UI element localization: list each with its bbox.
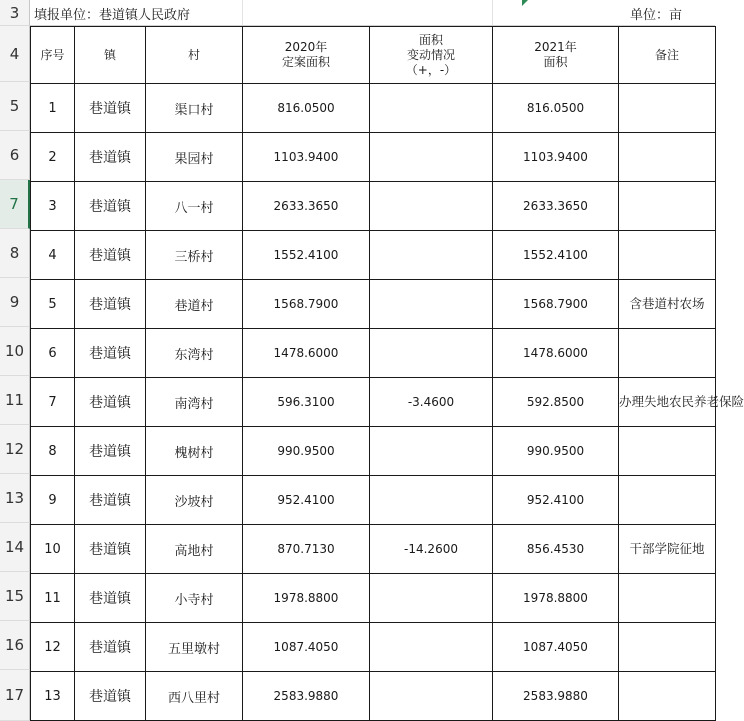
- cell-change[interactable]: [370, 280, 493, 329]
- row-header-10[interactable]: 10: [0, 327, 30, 376]
- cell-note[interactable]: [619, 231, 716, 280]
- col-header-area2021[interactable]: 2021年 面积: [493, 27, 619, 84]
- row-header-12[interactable]: 12: [0, 425, 30, 474]
- cell-comment-indicator: [522, 0, 528, 6]
- cell-change[interactable]: [370, 672, 493, 721]
- row-header-5[interactable]: 5: [0, 82, 30, 131]
- cell-area2020[interactable]: 1103.9400: [243, 133, 370, 182]
- cell-seq[interactable]: 7: [31, 378, 75, 427]
- cell-area2020[interactable]: 1087.4050: [243, 623, 370, 672]
- row-header-3[interactable]: 3: [0, 0, 30, 26]
- gridline: [242, 0, 243, 25]
- filler-unit-label[interactable]: 填报单位：巷道镇人民政府: [34, 8, 191, 23]
- cell-area2020[interactable]: 1478.6000: [243, 329, 370, 378]
- table-header-row: [31, 27, 716, 84]
- cell-town[interactable]: 巷道镇: [75, 574, 146, 623]
- cell-town[interactable]: 巷道镇: [75, 133, 146, 182]
- cell-area2021[interactable]: 1552.4100: [493, 231, 619, 280]
- table-row: [31, 623, 716, 672]
- table-row: [31, 525, 716, 574]
- row-header-16[interactable]: 16: [0, 621, 30, 670]
- cell-note[interactable]: [619, 476, 716, 525]
- cell-change[interactable]: [370, 427, 493, 476]
- cell-town[interactable]: 巷道镇: [75, 378, 146, 427]
- col-header-note[interactable]: 备注: [619, 27, 716, 84]
- cell-area2020[interactable]: 870.7130: [243, 525, 370, 574]
- cell-area2021[interactable]: 952.4100: [493, 476, 619, 525]
- table-row: [31, 182, 716, 231]
- cell-note[interactable]: 含巷道村农场: [619, 280, 716, 329]
- cell-note[interactable]: 干部学院征地: [619, 525, 716, 574]
- table-row: [31, 427, 716, 476]
- cell-area2021[interactable]: 592.8500: [493, 378, 619, 427]
- cell-seq[interactable]: 12: [31, 623, 75, 672]
- cell-area2021[interactable]: 2633.3650: [493, 182, 619, 231]
- cell-town[interactable]: 巷道镇: [75, 182, 146, 231]
- cell-village[interactable]: 小寺村: [146, 574, 243, 623]
- cell-town[interactable]: 巷道镇: [75, 476, 146, 525]
- cell-village[interactable]: 三桥村: [146, 231, 243, 280]
- cell-area2021[interactable]: 2583.9880: [493, 672, 619, 721]
- cell-seq[interactable]: 3: [31, 182, 75, 231]
- cell-change[interactable]: [370, 574, 493, 623]
- table-row: [31, 231, 716, 280]
- row-header-14[interactable]: 14: [0, 523, 30, 572]
- cell-area2020[interactable]: 596.3100: [243, 378, 370, 427]
- cell-village[interactable]: 沙坡村: [146, 476, 243, 525]
- cell-note[interactable]: [619, 84, 716, 133]
- cell-area2021[interactable]: 1478.6000: [493, 329, 619, 378]
- cell-note[interactable]: [619, 427, 716, 476]
- cell-change[interactable]: [370, 84, 493, 133]
- cell-area2020[interactable]: 1568.7900: [243, 280, 370, 329]
- cell-area2021[interactable]: 816.0500: [493, 84, 619, 133]
- cell-village[interactable]: 八一村: [146, 182, 243, 231]
- col-header-area2020[interactable]: 2020年 定案面积: [243, 27, 370, 84]
- cell-village[interactable]: 五里墩村: [146, 623, 243, 672]
- cell-village[interactable]: 渠口村: [146, 84, 243, 133]
- table-row: [31, 574, 716, 623]
- cell-note[interactable]: [619, 574, 716, 623]
- cell-area2021[interactable]: 1087.4050: [493, 623, 619, 672]
- cell-town[interactable]: 巷道镇: [75, 280, 146, 329]
- cell-village[interactable]: 高地村: [146, 525, 243, 574]
- row-header-4[interactable]: 4: [0, 26, 30, 82]
- cell-town[interactable]: 巷道镇: [75, 672, 146, 721]
- cell-seq[interactable]: 4: [31, 231, 75, 280]
- row-header-17[interactable]: 17: [0, 670, 30, 721]
- cell-area2021[interactable]: 1103.9400: [493, 133, 619, 182]
- cell-area2021[interactable]: 1978.8800: [493, 574, 619, 623]
- col-header-change[interactable]: 面积 变动情况 （+，-）: [370, 27, 493, 84]
- table-row: [31, 329, 716, 378]
- row-header-11[interactable]: 11: [0, 376, 30, 425]
- gridline: [492, 0, 493, 25]
- cell-village[interactable]: 巷道村: [146, 280, 243, 329]
- cell-town[interactable]: 巷道镇: [75, 329, 146, 378]
- row-header-13[interactable]: 13: [0, 474, 30, 523]
- cell-seq[interactable]: 8: [31, 427, 75, 476]
- cell-area2021[interactable]: 856.4530: [493, 525, 619, 574]
- row-header-15[interactable]: 15: [0, 572, 30, 621]
- cell-town[interactable]: 巷道镇: [75, 231, 146, 280]
- cell-village[interactable]: 东湾村: [146, 329, 243, 378]
- cell-seq[interactable]: 9: [31, 476, 75, 525]
- cell-note[interactable]: [619, 133, 716, 182]
- cell-village[interactable]: 西八里村: [146, 672, 243, 721]
- cell-seq[interactable]: 2: [31, 133, 75, 182]
- col-header-seq[interactable]: 序号: [31, 27, 75, 84]
- cell-change[interactable]: [370, 133, 493, 182]
- cell-area2020[interactable]: 990.9500: [243, 427, 370, 476]
- cell-note[interactable]: [619, 329, 716, 378]
- cell-area2020[interactable]: 2633.3650: [243, 182, 370, 231]
- cell-town[interactable]: 巷道镇: [75, 427, 146, 476]
- row-header-7[interactable]: 7: [0, 180, 30, 229]
- cell-seq[interactable]: 5: [31, 280, 75, 329]
- cell-seq[interactable]: 13: [31, 672, 75, 721]
- cell-village[interactable]: 果园村: [146, 133, 243, 182]
- cell-town[interactable]: 巷道镇: [75, 84, 146, 133]
- cell-town[interactable]: 巷道镇: [75, 525, 146, 574]
- cell-change[interactable]: -14.2600: [370, 525, 493, 574]
- cell-village[interactable]: 槐树村: [146, 427, 243, 476]
- table-row: [31, 133, 716, 182]
- cell-village[interactable]: 南湾村: [146, 378, 243, 427]
- title-row: [30, 0, 715, 26]
- cell-seq[interactable]: 6: [31, 329, 75, 378]
- cell-area2021[interactable]: 1568.7900: [493, 280, 619, 329]
- col-header-town[interactable]: 镇: [75, 27, 146, 84]
- cell-area2020[interactable]: 816.0500: [243, 84, 370, 133]
- cell-area2020[interactable]: 2583.9880: [243, 672, 370, 721]
- cell-seq[interactable]: 11: [31, 574, 75, 623]
- cell-area2020[interactable]: 1978.8800: [243, 574, 370, 623]
- cell-change[interactable]: -3.4600: [370, 378, 493, 427]
- cell-change[interactable]: [370, 182, 493, 231]
- cell-note[interactable]: [619, 672, 716, 721]
- cell-note[interactable]: 办理失地农民养老保险: [619, 378, 716, 427]
- table-row: [31, 280, 716, 329]
- cell-change[interactable]: [370, 329, 493, 378]
- table-row: [31, 672, 716, 721]
- cell-area2020[interactable]: 1552.4100: [243, 231, 370, 280]
- cell-area2021[interactable]: 990.9500: [493, 427, 619, 476]
- table-row: [31, 84, 716, 133]
- cell-seq[interactable]: 10: [31, 525, 75, 574]
- row-header-9[interactable]: 9: [0, 278, 30, 327]
- cell-note[interactable]: [619, 182, 716, 231]
- data-table: [30, 26, 744, 721]
- cell-area2020[interactable]: 952.4100: [243, 476, 370, 525]
- cell-seq[interactable]: 1: [31, 84, 75, 133]
- cell-change[interactable]: [370, 231, 493, 280]
- table-row: [31, 476, 716, 525]
- unit-label[interactable]: 单位：亩: [630, 8, 683, 23]
- col-header-village[interactable]: 村: [146, 27, 243, 84]
- cell-change[interactable]: [370, 476, 493, 525]
- row-header-6[interactable]: 6: [0, 131, 30, 180]
- row-header-8[interactable]: 8: [0, 229, 30, 278]
- cell-town[interactable]: 巷道镇: [75, 623, 146, 672]
- cell-change[interactable]: [370, 623, 493, 672]
- cell-note[interactable]: [619, 623, 716, 672]
- table-row: [31, 378, 716, 427]
